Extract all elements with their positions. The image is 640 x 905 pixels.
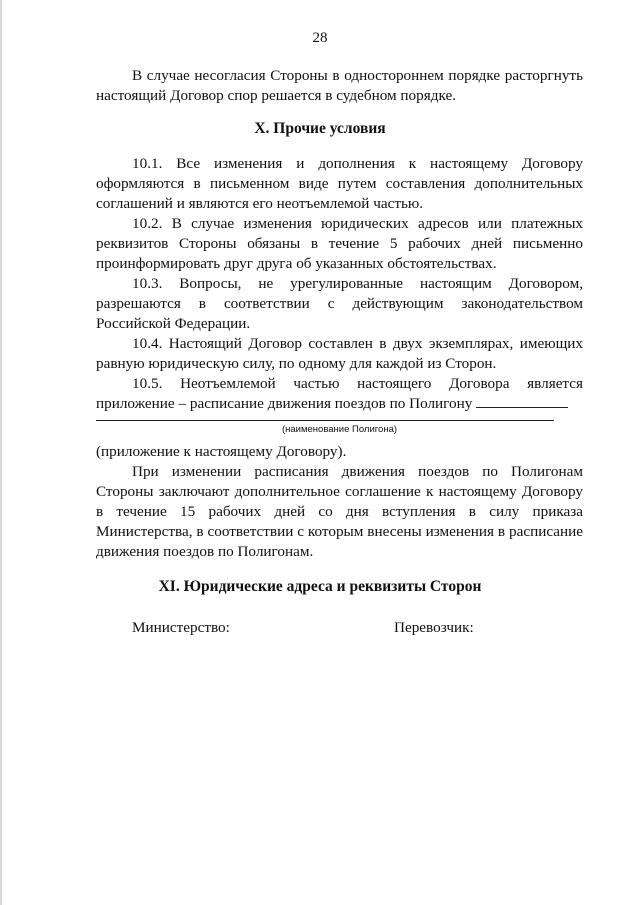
clause-10-5	[96, 374, 583, 414]
appendix-note: (приложение к настоящему Договору).	[96, 443, 347, 460]
clause-10-1: 10.1. Все изменения и дополнения к настоящему Договору оформляются в письменном виде путем составления дополнительных соглашений и являются его неотъемлемой частью.	[96, 155, 583, 212]
polygon-caption: (наименование Полигона)	[281, 424, 398, 435]
party-ministry-label: Министерство:	[132, 619, 230, 636]
clause-10-4: 10.4. Настоящий Договор составлен в двух экземплярах, имеющих равную юридическую силу, по одному для каждой из Сторон.	[96, 335, 583, 372]
clause-10-2: 10.2. В случае изменения юридических адресов или платежных реквизитов Стороны обязаны в течение 5 рабочих дней письменно проинформировать друг друга об указанных обстоятельствах.	[96, 215, 583, 272]
polygon-name-blank-inline	[476, 394, 568, 408]
clause-10-5-text: 10.5. Неотъемлемой частью настоящего Договора является приложение – расписание движения поездов по Полигону	[96, 375, 583, 412]
section-x-title: X. Прочие условия	[254, 120, 386, 137]
intro-paragraph	[96, 66, 583, 106]
clause-10-3: 10.3. Вопросы, не урегулированные настоящим Договором, разрешаются в соответствии с действующим законодательством Российской Федерации.	[96, 275, 583, 332]
party-carrier-label: Перевозчик:	[394, 619, 474, 636]
section-xi-title: XI. Юридические адреса и реквизиты Сторон	[158, 578, 482, 595]
polygon-name-line	[96, 420, 554, 421]
intro-text: В случае несогласия Стороны в одностороннем порядке расторгнуть настоящий Договор спор решается в судебном порядке.	[96, 67, 583, 104]
appendix-block	[96, 442, 583, 562]
clauses-block	[96, 154, 583, 414]
page-number: 28	[312, 30, 328, 46]
schedule-paragraph: При изменении расписания движения поездов по Полигонам Стороны заключают дополнительное соглашение к настоящему Договору в течение 15 рабочих дней со дня вступления в силу приказа Министерства, в соответствии с которым внесены изменения в расписание движения поездов по Полигонам.	[96, 463, 583, 560]
